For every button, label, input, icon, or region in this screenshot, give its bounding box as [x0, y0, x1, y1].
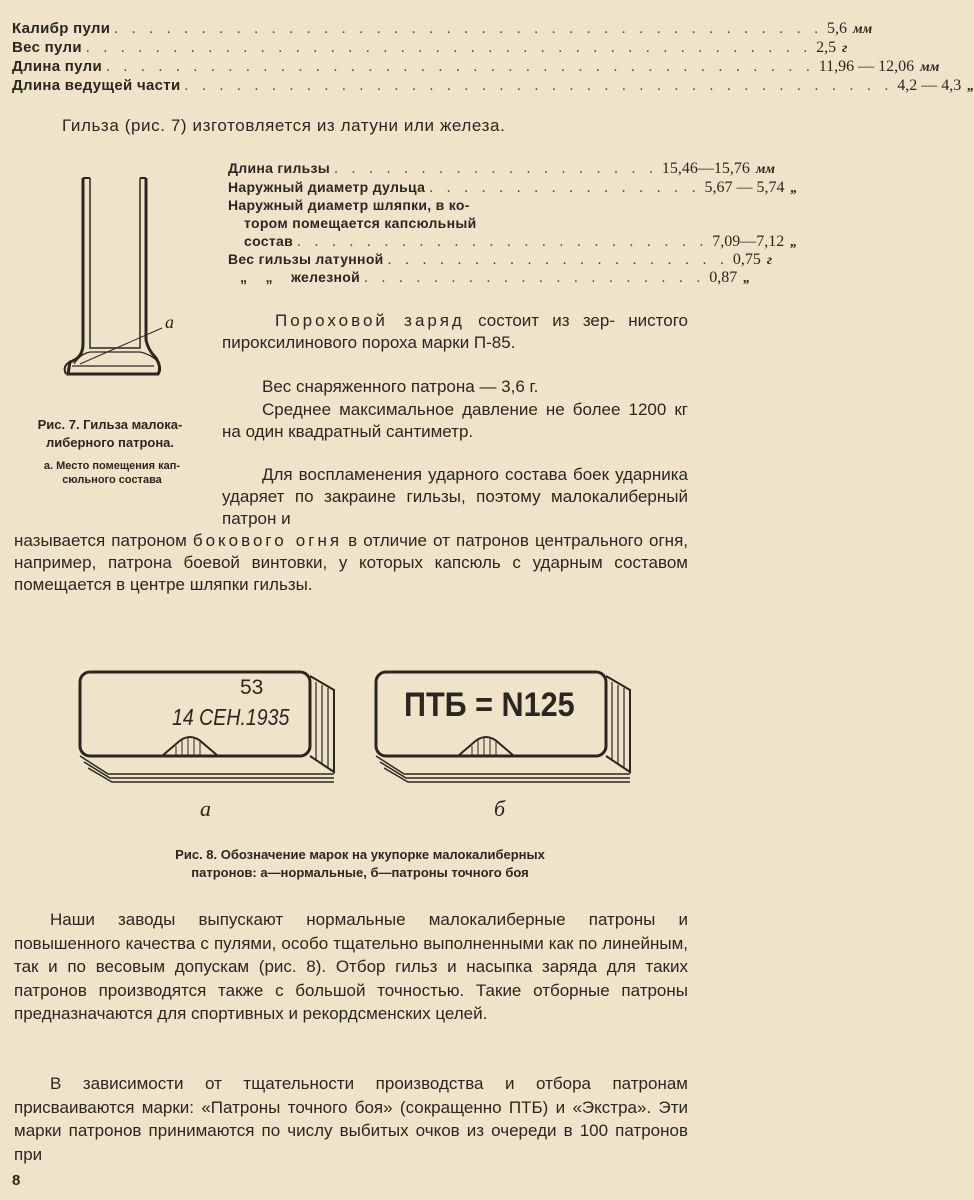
case-spec-row: Наружный диаметр шляпки, в ко-: [228, 197, 470, 213]
fig7-caption: Рис. 7. Гильза малока- либерного патрона.: [37, 417, 183, 450]
spec-unit: г: [842, 41, 848, 56]
page-number: 8: [12, 1172, 21, 1189]
fig7-label-a: a: [165, 312, 174, 332]
spec-row-length: Длина пули . . . . . . . . . . . . . . . . . . . . . . . . . . . . . . . . . . . . . . . . . 11,96 — 12,06 мм: [12, 58, 940, 75]
fig7-note: а. Место помещения кап- сюльного состава: [43, 460, 181, 486]
case-spec-row: Длина гильзы . . . . . . . . . . . . . . . . . . . 15,46—15,76 мм: [228, 160, 775, 177]
spec-value: 11,96 — 12,06: [818, 58, 915, 75]
spec-label: Вес пули: [12, 39, 82, 56]
fig8-box-a-date: 14 СЕН.1935: [172, 704, 290, 730]
paragraph-powder: Пороховой заряд состоит из зер- нистого пироксилинового пороха марки П-85.: [222, 311, 688, 352]
case-spec-row: Наружный диаметр дульца . . . . . . . . . . . . . . . . 5,67 — 5,74 „: [228, 179, 798, 196]
paragraph-weight: Вес снаряженного патрона — 3,6 г.: [262, 377, 539, 396]
spec-value: 2,5: [816, 39, 837, 56]
paragraph-pressure: Среднее максимальное давление не более 1200 кг на один квадратный сантиметр.: [222, 400, 688, 441]
paragraph-factories: Наши заводы выпускают нормальные малокалиберные патроны и повышенного качества с пулями, особо тщательно выполненными как по линейным, так и по весовым допускам (рис. 8). Отбор гильз и насыпка заряда для таких патронов производятся также с большой точностью. Такие отборные патроны предназначаются для спортивных и рекордсменских целей.: [14, 910, 688, 1023]
fig8-box-a-number: 53: [240, 676, 264, 699]
fig8-box-a-drawing: [72, 668, 352, 798]
spec-row-driving-length: Длина ведущей части . . . . . . . . . . . . . . . . . . . . . . . . . . . . . . . . . . . . . . . . . 4,2 — 4,3 „: [12, 77, 974, 94]
fig8-letter-b: б: [494, 796, 506, 821]
fig8-letter-a: а: [200, 796, 211, 821]
spec-value: 5,6: [827, 20, 848, 37]
fig7-cartridge-case-drawing: [50, 168, 200, 388]
case-spec-row: Вес гильзы латунной . . . . . . . . . . . . . . . . . . . . 0,75 г: [228, 251, 772, 268]
fig8-caption: Рис. 8. Обозначение марок на укупорке малокалиберных патронов: а—нормальные, б—патроны точного боя: [175, 847, 545, 880]
case-heading: Гильза (рис. 7) изготовляется из латуни или железа.: [62, 116, 506, 135]
spec-unit: „: [967, 79, 974, 94]
paragraph-ignition: называется патроном бокового огня в отличие от патронов центрального огня, например, патрона боевой винтовки, у которых капсюль с ударным составом помещается в центре шляпки гильзы.: [14, 531, 689, 594]
spec-value: 4,2 — 4,3: [897, 77, 962, 94]
paragraph-ignition-top: Для воспламенения ударного состава боек ударника ударяет по закраине гильзы, поэтому малокалиберный патрон и: [222, 465, 688, 528]
spec-unit: мм: [920, 60, 940, 75]
spec-row-weight: Вес пули . . . . . . . . . . . . . . . . . . . . . . . . . . . . . . . . . . . . . . . . . . 2,5 г: [12, 39, 848, 56]
spec-label: Калибр пули: [12, 20, 111, 37]
case-spec-row: тором помещается капсюльный: [244, 215, 477, 231]
case-spec-row: „ „ железной . . . . . . . . . . . . . . . . . . . . 0,87 „: [240, 269, 751, 286]
spec-row-caliber: Калибр пули . . . . . . . . . . . . . . . . . . . . . . . . . . . . . . . . . . . . . . . . . 5,6 мм: [12, 20, 873, 37]
spec-unit: мм: [853, 22, 873, 37]
spec-label: Длина пули: [12, 58, 102, 75]
fig8-box-b-text: ПТБ = N125: [404, 686, 575, 724]
spec-label: Длина ведущей части: [12, 77, 181, 94]
case-spec-row: состав . . . . . . . . . . . . . . . . . . . . . . . . 7,09—7,12 „: [244, 233, 798, 250]
paragraph-marks: В зависимости от тщательности производства и отбора патронам присваиваются марки: «Патроны точного боя» (сокращенно ПТБ) и «Экстра». Эти марки патронов принимаются по числу выбитых очков из очереди в 100 патронов при: [14, 1074, 688, 1164]
